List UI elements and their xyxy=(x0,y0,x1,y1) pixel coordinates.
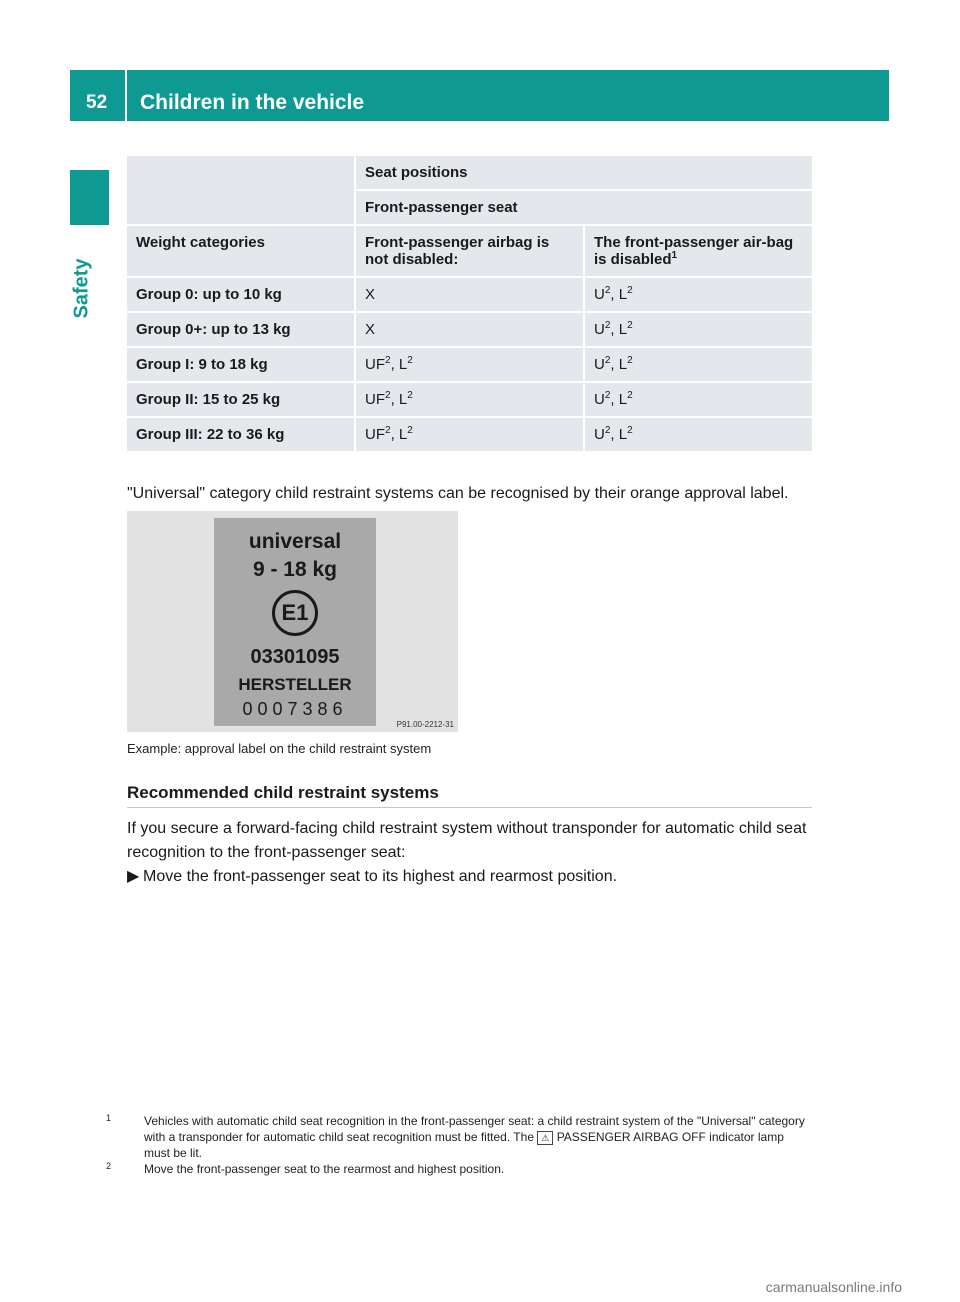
disabled-value: $U^2$, $L^2$ xyxy=(585,278,812,313)
header-seat-positions: Seat positions xyxy=(356,156,812,191)
header-weight-categories: Weight categories xyxy=(127,226,356,278)
section-title: Recommended child restraint systems xyxy=(127,783,812,808)
side-tab-text: Safety xyxy=(70,258,93,319)
footnote: 2 Move the front-passenger seat to the rearmost and highest position. xyxy=(106,1161,811,1177)
table-row xyxy=(127,348,812,383)
disabled-value: $U^2$, $L^2$ xyxy=(585,313,812,348)
footnote-mark: 1 xyxy=(106,1113,112,1123)
header-airbag-disabled: The front-passenger air-bag is disabled$^1$ xyxy=(585,226,812,278)
bullet-arrow-icon: ▶ xyxy=(127,868,140,885)
approval-label-image xyxy=(127,511,458,732)
table-corner-cell xyxy=(127,156,356,226)
passenger-airbag-off-icon: ⚠ xyxy=(537,1131,553,1145)
label-weight-range: 9 - 18 kg xyxy=(252,558,338,581)
enabled-value: $UF^2$, $L^2$ xyxy=(356,348,585,383)
enabled-value: $UF^2$, $L^2$ xyxy=(356,383,585,418)
weight-group: Group II: 15 to 25 kg xyxy=(127,383,356,418)
weight-group: Group 0: up to 10 kg xyxy=(127,278,356,313)
weight-group: Group I: 9 to 18 kg xyxy=(127,348,356,383)
page-number: 52 xyxy=(86,92,108,113)
enabled-value: X xyxy=(356,278,585,313)
enabled-value: $UF^2$, $L^2$ xyxy=(356,418,585,453)
label-manufacturer: HERSTELLER xyxy=(238,675,352,694)
label-serial: 0007386 xyxy=(242,699,348,719)
instruction-text: Move the front-passenger seat to its highest and rearmost position. xyxy=(143,868,618,885)
watermark: carmanualsonline.info xyxy=(765,1279,902,1295)
header-airbag-enabled: Front-passenger airbag is not disabled: xyxy=(356,226,585,278)
side-tab-label xyxy=(62,237,122,337)
disabled-value: $U^2$, $L^2$ xyxy=(585,418,812,453)
side-tab-block xyxy=(70,170,109,225)
weight-group: Group 0+: up to 13 kg xyxy=(127,313,356,348)
table-header-row xyxy=(127,226,812,278)
table-header-row xyxy=(127,156,812,191)
weight-group: Group III: 22 to 36 kg xyxy=(127,418,356,453)
table-row xyxy=(127,313,812,348)
disabled-value: $U^2$, $L^2$ xyxy=(585,348,812,383)
disabled-value: $U^2$, $L^2$ xyxy=(585,383,812,418)
footnotes xyxy=(106,1113,811,1177)
e-mark-icon: E1 xyxy=(272,590,318,636)
image-reference: P91.00-2212-31 xyxy=(396,720,454,729)
approval-label-card xyxy=(214,518,376,726)
table-row xyxy=(127,383,812,418)
table-row xyxy=(127,278,812,313)
table-row xyxy=(127,418,812,453)
universal-intro-text: "Universal" category child restraint systems can be recognised by their orange approval label. xyxy=(127,485,789,502)
label-approval-number: 03301095 xyxy=(250,646,340,668)
seat-position-table xyxy=(127,156,812,453)
label-universal: universal xyxy=(248,530,342,553)
footnote-mark: 2 xyxy=(106,1161,112,1171)
page-header xyxy=(70,70,889,121)
image-caption: Example: approval label on the child restraint system xyxy=(127,741,432,756)
header-divider xyxy=(125,70,127,121)
enabled-value: X xyxy=(356,313,585,348)
section-paragraph: If you secure a forward-facing child restraint system without transponder for automatic child seat recognition to the front-passenger seat: xyxy=(127,820,807,861)
header-front-passenger-seat: Front-passenger seat xyxy=(356,191,812,226)
instruction-bullet xyxy=(127,866,617,886)
page-title: Children in the vehicle xyxy=(140,91,365,114)
footnote: 1 Vehicles with automatic child seat recognition in the front-passenger seat: a child restraint system of the "Universal" category with a transponder for automatic child seat recognition must be fitted. The ⚠ PASSENGER AIRBAG OFF indicator lamp must be lit. xyxy=(106,1113,811,1161)
